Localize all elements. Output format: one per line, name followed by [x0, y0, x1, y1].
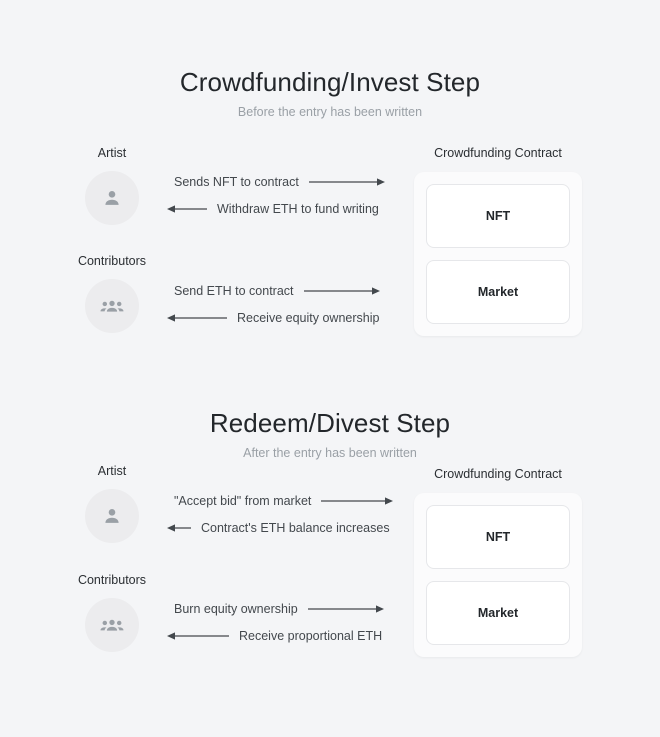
contract-card-market[interactable]: Market [426, 581, 570, 645]
section-subtitle: After the entry has been written [243, 446, 417, 460]
arrow-right-icon [321, 496, 393, 506]
flow-label: Receive proportional ETH [239, 629, 383, 643]
actor-label: Artist [97, 146, 127, 160]
flow-label: "Accept bid" from market [174, 494, 312, 508]
contract-card-nft[interactable]: NFT [426, 505, 570, 569]
section-title: Crowdfunding/Invest Step [179, 67, 481, 97]
flow-label: Sends NFT to contract [174, 175, 299, 189]
arrow-right-icon [304, 286, 380, 296]
contract-crowdfunding [414, 466, 582, 657]
flow-label: Withdraw ETH to fund writing [217, 202, 379, 216]
flow-artist-out [174, 493, 393, 509]
person-icon [101, 505, 123, 527]
flow-artist-in [167, 520, 390, 536]
arrow-right-icon [309, 177, 385, 187]
section-redeem-divest [0, 407, 660, 461]
flow-contributors-out [174, 601, 384, 617]
contract-label: Crowdfunding Contract [434, 467, 562, 481]
actor-contributors [52, 253, 172, 333]
section-crowdfunding-invest [0, 66, 660, 120]
contract-label: Crowdfunding Contract [434, 146, 562, 160]
section-subtitle: Before the entry has been written [237, 105, 423, 119]
people-icon [100, 614, 124, 636]
flow-contributors-in [167, 310, 379, 326]
flow-label: Contract's ETH balance increases [201, 521, 390, 535]
arrow-left-icon [167, 204, 207, 214]
actor-label: Artist [97, 464, 127, 478]
actor-artist [52, 463, 172, 543]
person-icon [101, 187, 123, 209]
arrow-left-icon [167, 631, 229, 641]
flow-contributors-out [174, 283, 380, 299]
arrow-right-icon [308, 604, 384, 614]
contract-card-market[interactable]: Market [426, 260, 570, 324]
actor-artist [52, 145, 172, 225]
flow-label: Receive equity ownership [237, 311, 380, 325]
actor-label: Contributors [77, 573, 147, 587]
actor-contributors [52, 572, 172, 652]
section-title: Redeem/Divest Step [209, 408, 451, 438]
people-icon [100, 295, 124, 317]
actor-label: Contributors [77, 254, 147, 268]
flow-contributors-in [167, 628, 382, 644]
contract-crowdfunding [414, 145, 582, 336]
avatar [85, 598, 139, 652]
flow-label: Burn equity ownership [174, 602, 298, 616]
flow-artist-out [174, 174, 385, 190]
arrow-left-icon [167, 313, 227, 323]
avatar [85, 489, 139, 543]
contract-card-nft[interactable]: NFT [426, 184, 570, 248]
contract-panel [414, 172, 582, 336]
avatar [85, 279, 139, 333]
contract-panel [414, 493, 582, 657]
flow-label: Send ETH to contract [174, 284, 294, 298]
avatar [85, 171, 139, 225]
flow-artist-in [167, 201, 379, 217]
arrow-left-icon [167, 523, 191, 533]
